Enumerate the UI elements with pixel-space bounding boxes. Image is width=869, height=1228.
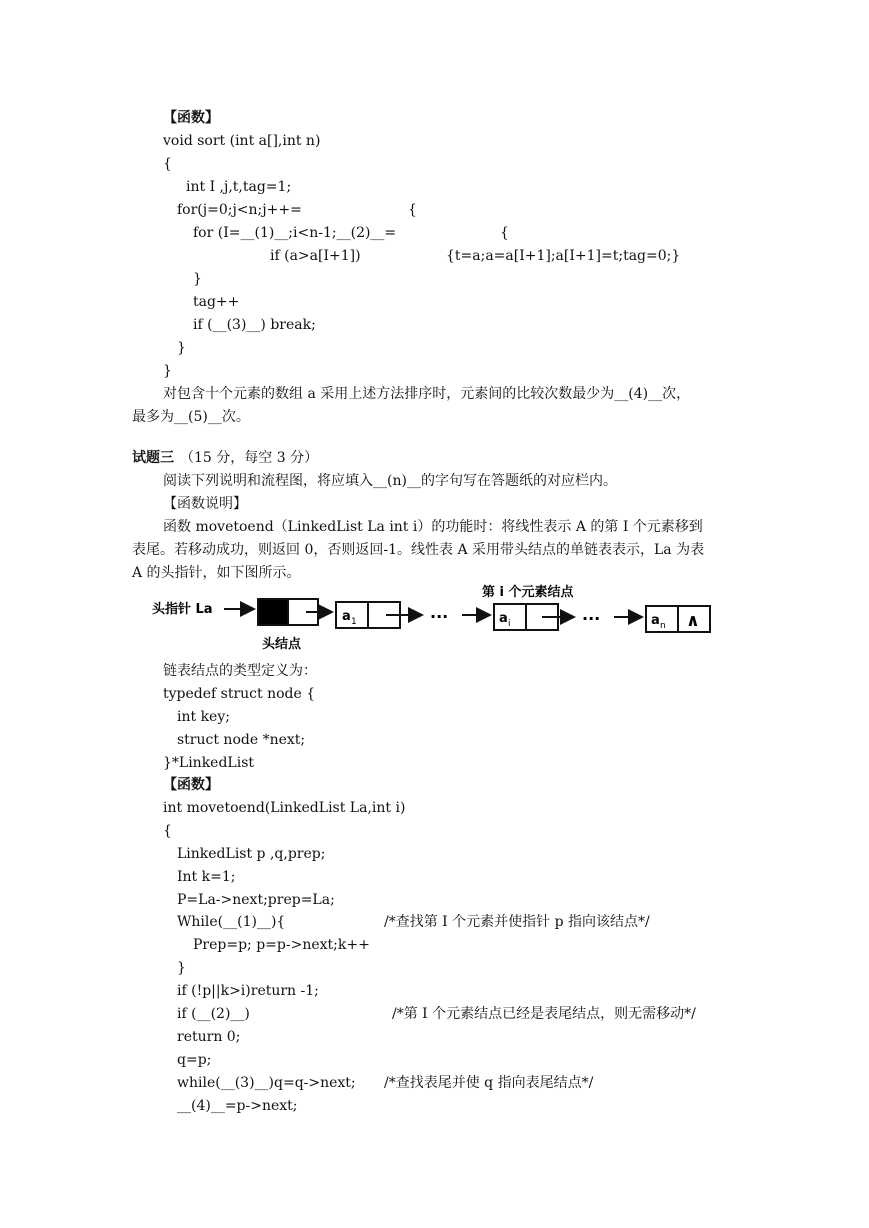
text-line: for(j=0;j<n;j++= [177, 202, 302, 218]
svg-text:i: i [508, 619, 511, 629]
text-line: 表尾。若移动成功，则返回 0，否则返回-1。线性表 A 采用带头结点的单链表表示，La 为表 [132, 542, 705, 558]
text-line: for (I=__(1)__;i<n-1;__(2)__= [193, 225, 397, 241]
text-line: typedef struct node { [163, 686, 316, 702]
text-line: { [408, 202, 417, 218]
text-line: } [193, 271, 202, 287]
text-line: 链表结点的类型定义为： [163, 663, 317, 679]
text-line: /*第 I 个元素结点已经是表尾结点，则无需移动*/ [392, 1006, 696, 1022]
head-node-label: 头结点 [262, 637, 302, 652]
text-line: }*LinkedList [163, 755, 255, 771]
text-line: while(__(3)__)q=q->next; [177, 1075, 356, 1091]
text-line: int key; [177, 709, 230, 725]
text-line: 最多为__(5)__次。 [132, 409, 250, 425]
svg-text:1: 1 [351, 617, 357, 627]
ellipsis-1: ··· [430, 607, 449, 626]
text-line: return 0; [177, 1029, 241, 1045]
text-line: if (a>a[I+1]) [270, 248, 361, 264]
svg-text:n: n [660, 621, 666, 631]
text-line: 试题三 [132, 450, 174, 466]
text-line: } [163, 363, 172, 379]
node-an [646, 606, 710, 632]
text-line: if (__(2)__) [177, 1006, 250, 1022]
text-line: 函数 movetoend（LinkedList La int i）的功能时：将线性表示 A 的第 I 个元素移到 [163, 519, 703, 535]
text-line: int I ,j,t,tag=1; [186, 179, 292, 195]
text-line: 【函数】 [163, 110, 219, 126]
text-line: Prep=p; p=p->next;k++ [193, 937, 370, 953]
svg-text:a: a [499, 611, 508, 626]
text-line: struct node *next; [177, 732, 306, 748]
text-line: /*查找表尾并使 q 指向表尾结点*/ [384, 1075, 594, 1091]
text-line: void sort (int a[],int n) [163, 133, 321, 149]
ith-node-label: 第 i 个元素结点 [482, 585, 574, 600]
text-line: q=p; [177, 1052, 212, 1068]
text-line: if (!p||k>i)return -1; [177, 983, 319, 999]
text-line: Int k=1; [177, 869, 236, 885]
svg-text:a: a [651, 613, 660, 628]
ellipsis-2: ··· [582, 609, 601, 628]
text-line: {t=a;a=a[I+1];a[I+1]=t;tag=0;} [446, 248, 681, 264]
text-line: （15 分，每空 3 分） [180, 450, 319, 466]
linked-list-diagram [150, 582, 740, 654]
text-line: { [163, 823, 172, 839]
text-line: tag++ [193, 294, 240, 310]
text-line: 【函数说明】 [163, 496, 247, 512]
text-line: { [163, 156, 172, 172]
null-pointer-icon: ∧ [686, 611, 700, 631]
head-pointer-label: 头指针 La [152, 602, 213, 617]
text-line: int movetoend(LinkedList La,int i) [163, 800, 406, 816]
text-line: While(__(1)__){ [177, 914, 286, 930]
text-line: { [500, 225, 509, 241]
text-line: 对包含十个元素的数组 a 采用上述方法排序时，元素间的比较次数最少为__(4)__次， [163, 386, 691, 402]
text-line: __(4)__=p->next; [177, 1098, 298, 1114]
text-line: 【函数】 [163, 777, 219, 793]
text-line: if (__(3)__) break; [193, 317, 316, 333]
text-line: 阅读下列说明和流程图，将应填入__(n)__的字句写在答题纸的对应栏内。 [163, 473, 617, 489]
text-line: A 的头指针，如下图所示。 [132, 565, 301, 581]
svg-text:a: a [342, 609, 351, 624]
text-line: P=La->next;prep=La; [177, 892, 335, 908]
text-line: } [177, 960, 186, 976]
text-line: /*查找第 I 个元素并使指针 p 指向该结点*/ [384, 914, 650, 930]
text-line: LinkedList p ,q,prep; [177, 846, 326, 862]
text-line: } [177, 340, 186, 356]
